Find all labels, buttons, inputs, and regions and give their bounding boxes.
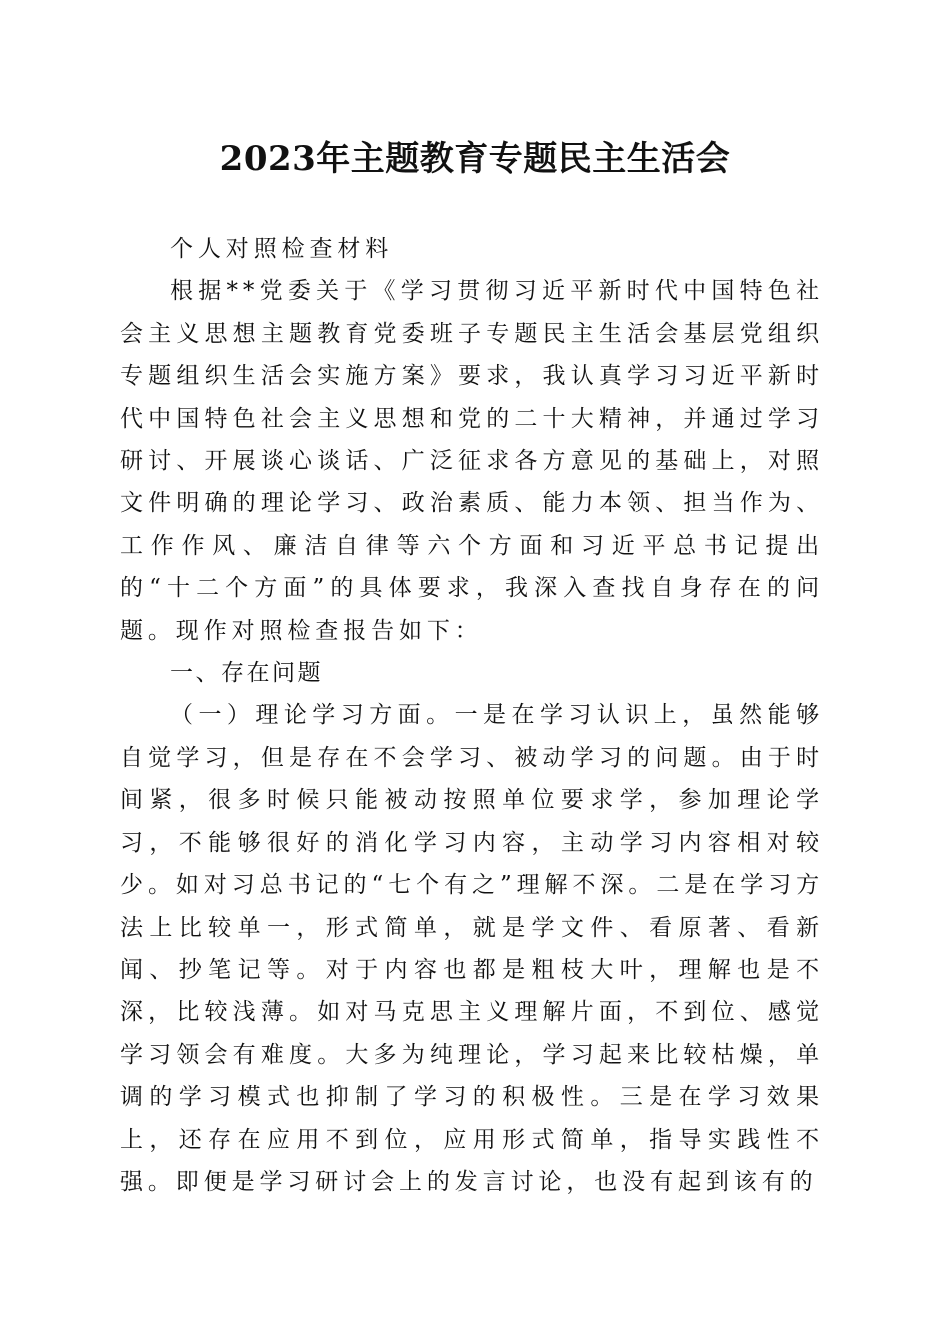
intro-paragraph: 根据**党委关于《学习贯彻习近平新时代中国特色社会主义思想主题教育党委班子专题民主生活会基层党组织专题组织生活会实施方案》要求，我认真学习习近平新时代中国特色社会主义思想和党的二十大精神，并通过学习研讨、开展谈心谈话、广泛征求各方意见的基础上，对照文件明确的理论学习、政治素质、能力本领、担当作为、工作作风、廉洁自律等六个方面和习近平总书记提出的“十二个方面”的具体要求，我深入查找自身存在的问题。现作对照检查报告如下： [120, 278, 824, 644]
document-subtitle: 个人对照检查材料 [170, 236, 394, 262]
document-title: 2023年主题教育专题民主生活会 [219, 139, 731, 179]
body-paragraph: （一）理论学习方面。一是在学习认识上，虽然能够自觉学习，但是存在不会学习、被动学习的问题。由于时间紧，很多时候只能被动按照单位要求学，参加理论学习，不能够很好的消化学习内容，主动学习内容相对较少。如对习总书记的“七个有之”理解不深。二是在学习方法上比较单一，形式简单，就是学文件、看原著、看新闻、抄笔记等。对于内容也都是粗枝大叶，理解也是不深，比较浅薄。如对马克思主义理解片面，不到位、感觉学习领会有难度。大多为纯理论，学习起来比较枯燥，单调的学习模式也抑制了学习的积极性。三是在学习效果上，还存在应用不到位，应用形式简单，指导实践性不强。即便是学习研讨会上的发言讨论，也没有起到该有的 [120, 702, 824, 1195]
section-heading: 一、存在问题 [170, 660, 323, 687]
document-body [120, 228, 824, 1203]
